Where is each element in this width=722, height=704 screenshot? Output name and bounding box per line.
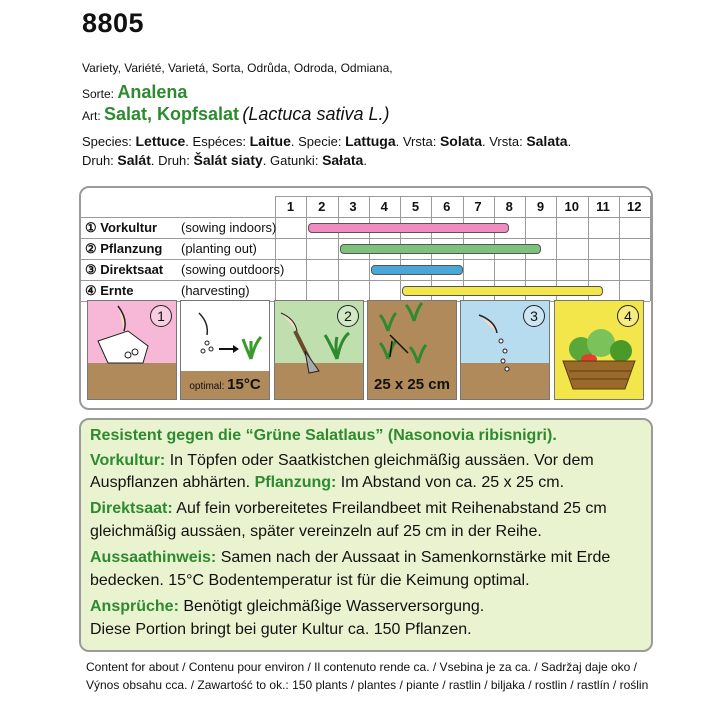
month-label: 5: [411, 199, 420, 214]
row-name: ① Vorkultur: [85, 220, 158, 235]
month-label: 6: [443, 199, 451, 214]
anspruche-body: Benötigt gleichmäßige Wasserversorgung.: [183, 598, 485, 615]
month-label: 9: [536, 199, 545, 214]
instruction-pictures: [87, 300, 645, 398]
caption-value: 25 x 25 cm: [374, 376, 450, 393]
species-value: Lattuga: [345, 133, 396, 149]
pflanzung-text: [90, 472, 643, 494]
direktsaat-text-2: gleichmäßig aussäen, später vereinzeln auf 25 cm in der Reihe.: [90, 523, 542, 540]
vorkultur-text: [90, 450, 643, 472]
month-label: 3: [349, 199, 357, 214]
picture-caption: [368, 376, 456, 393]
sorte-line: [82, 82, 187, 103]
sorte-value: Analena: [117, 82, 188, 102]
pflanzung-heading: Pflanzung:: [254, 474, 337, 491]
month-label: 12: [627, 199, 642, 214]
row-english: (sowing indoors): [181, 220, 277, 235]
aussaat-heading: Aussaathinweis:: [90, 549, 217, 566]
species-label: . Espéces:: [185, 134, 246, 149]
anspruche-heading: Ansprüche:: [90, 598, 179, 615]
row-english: (harvesting): [181, 283, 250, 298]
grid-hline: [81, 259, 650, 260]
species-label: . Vrsta:: [481, 134, 523, 149]
period-bar: [340, 244, 541, 254]
instruction-picture: [274, 300, 364, 400]
calendar-grid: [81, 188, 651, 301]
month-label: 1: [286, 199, 295, 214]
species-line: Species: Lettuce. Espéces: Laitue. Specie: Lattuga. Vrsta: Solata. Vrsta: Salata.: [82, 133, 572, 149]
row-english: (sowing outdoors): [181, 262, 285, 277]
caption-label: optimal:: [189, 381, 228, 392]
vorkultur-heading: Vorkultur:: [90, 452, 166, 469]
period-bar: [402, 286, 603, 296]
grid-vline: [650, 196, 651, 301]
calendar-row-label: [85, 220, 277, 236]
species-label: . Specie:: [290, 134, 342, 149]
druh-line: Druh: Salát. Druh: Šalát siaty. Gatunki: Sałata.: [82, 152, 367, 168]
druh-value: Šalát siaty: [193, 152, 263, 168]
picture-caption: [181, 376, 269, 393]
aussaat-text: [90, 547, 643, 569]
month-label: 7: [474, 199, 482, 214]
calendar-panel: [79, 186, 653, 410]
month-label: 10: [564, 199, 579, 214]
latin-name: (Lactuca sativa L.): [242, 104, 390, 124]
aussaat-body: Samen nach der Aussaat in Samenkornstärke mit Erde: [220, 549, 611, 566]
product-code: 8805: [82, 8, 145, 38]
art-value: Salat, Kopfsalat: [104, 104, 240, 124]
row-name: ④ Ernte: [85, 283, 134, 298]
variety-languages: Variety, Variété, Varietá, Sorta, Odrůda, Odroda, Odmiana,: [82, 61, 393, 75]
species-label: . Vrsta:: [395, 134, 437, 149]
druh-value: Sałata: [322, 152, 364, 168]
direktsaat-text: [90, 498, 643, 520]
druh-label: Druh:: [82, 153, 114, 168]
resistance-note: Resistent gegen die “Grüne Salatlaus” (Nasonovia ribisnigri).: [90, 427, 557, 444]
step-number: 2: [337, 305, 359, 327]
step-number: 1: [150, 305, 172, 327]
period-bar: [308, 223, 509, 233]
calendar-row-label: [85, 241, 257, 257]
footer-line-2: Výnos obsahu cca. / Zawartość to ok.: 150 plants / plantes / piante / rastlin / biljaka / rostlin / rastlín / roślin: [86, 678, 649, 692]
row-name: ③ Direktsaat: [85, 262, 164, 277]
portion-text: Diese Portion bringt bei guter Kultur ca. 150 Pflanzen.: [90, 621, 472, 638]
direktsaat-heading: Direktsaat:: [90, 500, 173, 517]
row-english: (planting out): [181, 241, 257, 256]
instruction-picture: [554, 300, 644, 400]
vorkultur-body: In Töpfen oder Saatkistchen gleichmäßig aussäen. Vor dem: [169, 452, 594, 469]
month-label: 8: [505, 199, 513, 214]
grid-hline: [81, 238, 650, 239]
growing-instructions: [79, 418, 653, 652]
calendar-row-label: [85, 283, 250, 299]
period-bar: [371, 265, 463, 275]
species-value: Laitue: [249, 133, 291, 149]
anspruche-text: [90, 596, 643, 618]
step-number: 4: [617, 305, 639, 327]
direktsaat-body: Auf fein vorbereitetes Freilandbeet mit Reihenabstand 25 cm: [176, 500, 607, 517]
grid-hline: [81, 217, 650, 218]
druh-value: Salát: [117, 152, 151, 168]
grid-hline: [81, 280, 650, 281]
species-label: Species:: [82, 134, 132, 149]
row-name: ② Pflanzung: [85, 241, 163, 256]
species-value: Solata: [439, 133, 482, 149]
art-label: Art:: [82, 109, 101, 123]
species-value: Lettuce: [135, 133, 186, 149]
instruction-picture: [87, 300, 177, 400]
species-value: Salata: [526, 133, 568, 149]
druh-label: . Gatunki:: [262, 153, 319, 168]
aussaat-text-2: bedecken. 15°C Bodentemperatur ist für die Keimung optimal.: [90, 572, 530, 589]
instruction-picture: [367, 300, 457, 400]
month-label: 4: [380, 199, 388, 214]
calendar-row-label: [85, 262, 285, 278]
vorkultur-body-2: Auspflanzen abhärten.: [90, 474, 251, 491]
instruction-picture: [460, 300, 550, 400]
step-number: 3: [523, 305, 545, 327]
instruction-picture: [180, 300, 270, 400]
druh-label: . Druh:: [150, 153, 190, 168]
sorte-label: Sorte:: [82, 87, 115, 101]
pflanzung-body: Im Abstand von ca. 25 x 25 cm.: [340, 474, 565, 491]
art-line: [82, 104, 389, 125]
month-label: 2: [318, 199, 326, 214]
month-label: 11: [596, 199, 610, 214]
footer-line-1: Content for about / Contenu pour environ / Il contenuto rende ca. / Vsebina je za ca. / Sadržaj daje oko /: [86, 660, 638, 674]
caption-value: 15°C: [227, 376, 261, 393]
